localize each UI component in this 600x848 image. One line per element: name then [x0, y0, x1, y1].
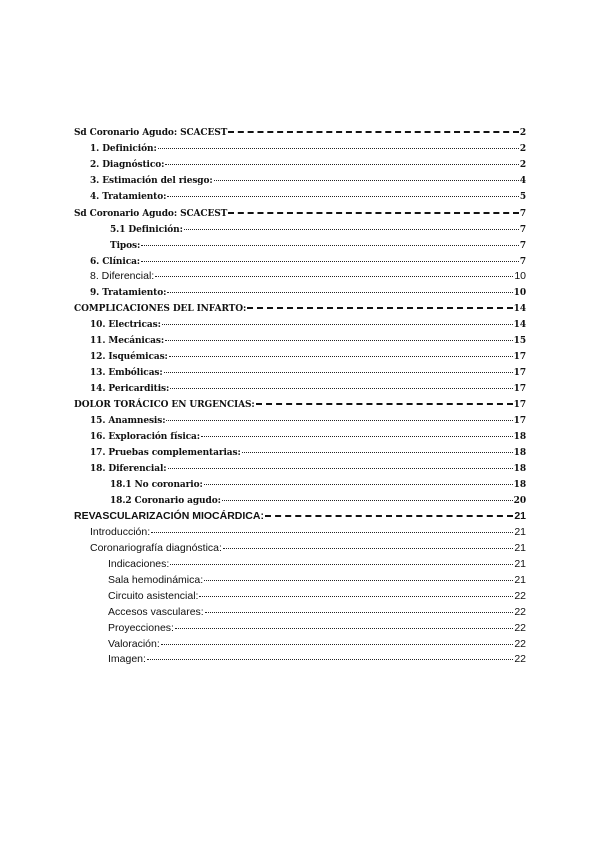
- toc-entry[interactable]: [90, 348, 526, 362]
- toc-entry-label: Introducción:: [90, 526, 151, 538]
- toc-entry-page-number: 21: [514, 574, 526, 586]
- toc-entry-page-number: 10: [513, 288, 526, 298]
- toc-dot-leader: [175, 618, 513, 629]
- toc-entry-page-number: 22: [514, 622, 526, 634]
- toc-entry-page-number: 17: [513, 352, 526, 362]
- toc-dot-leader: [168, 458, 513, 469]
- toc-entry[interactable]: [90, 268, 526, 282]
- toc-entry[interactable]: [90, 412, 526, 426]
- toc-entry-page-number: 2: [519, 144, 526, 154]
- toc-dot-leader: [167, 282, 512, 293]
- toc-entry-page-number: 22: [514, 606, 526, 618]
- toc-entry-page-number: 4: [519, 176, 526, 186]
- toc-entry-page-number: 21: [514, 510, 526, 522]
- toc-entry-label: Indicaciones:: [108, 558, 170, 570]
- toc-dot-leader: [151, 522, 513, 533]
- toc-dot-leader: [167, 186, 519, 197]
- toc-entry[interactable]: [108, 572, 526, 586]
- toc-entry[interactable]: [90, 364, 526, 378]
- toc-entry-page-number: 18: [513, 432, 526, 442]
- toc-entry-label: 18.2 Coronario agudo:: [110, 496, 221, 506]
- toc-dot-leader: [166, 410, 512, 421]
- toc-entry-page-number: 14: [513, 320, 526, 330]
- toc-entry[interactable]: [90, 140, 526, 154]
- toc-entry[interactable]: [90, 380, 526, 394]
- toc-entry[interactable]: [90, 524, 526, 538]
- toc-entry-label: 18.1 No coronario:: [110, 480, 203, 490]
- toc-entry-label: 17. Pruebas complementarias:: [90, 448, 241, 458]
- toc-entry[interactable]: [90, 156, 526, 170]
- toc-entry[interactable]: [90, 332, 526, 346]
- toc-entry[interactable]: [108, 604, 526, 618]
- toc-entry-page-number: 18: [513, 464, 526, 474]
- toc-entry[interactable]: [108, 620, 526, 634]
- toc-dot-leader: [170, 554, 513, 565]
- toc-entry-label: Imagen:: [108, 653, 146, 665]
- toc-dot-leader: [170, 378, 512, 389]
- toc-entry-page-number: 21: [514, 526, 526, 538]
- toc-entry-page-number: 22: [514, 590, 526, 602]
- toc-dot-leader: [228, 122, 519, 133]
- toc-entry-label: COMPLICACIONES DEL INFARTO:: [74, 304, 247, 314]
- toc-entry-label: 13. Embólicas:: [90, 368, 163, 378]
- toc-entry-page-number: 10: [514, 270, 526, 282]
- toc-entry[interactable]: [74, 300, 526, 314]
- toc-entry-page-number: 5: [519, 192, 526, 202]
- toc-entry[interactable]: [90, 253, 526, 267]
- toc-dot-leader: [204, 474, 513, 485]
- toc-entry-label: Sd Coronario Agudo: SCACEST: [74, 209, 228, 219]
- toc-entry-page-number: 22: [514, 638, 526, 650]
- toc-entry-page-number: 21: [514, 542, 526, 554]
- toc-entry-label: 12. Isquémicas:: [90, 352, 168, 362]
- toc-dot-leader: [184, 219, 519, 230]
- toc-dot-leader: [169, 346, 513, 357]
- toc-entry-label: 2. Diagnóstico:: [90, 160, 165, 170]
- toc-dot-leader: [162, 314, 513, 325]
- toc-entry-page-number: 7: [519, 241, 526, 251]
- toc-entry[interactable]: [90, 460, 526, 474]
- toc-entry[interactable]: [110, 221, 526, 235]
- toc-entry-label: 9. Tratamiento:: [90, 288, 167, 298]
- toc-entry-label: Sala hemodinámica:: [108, 574, 204, 586]
- toc-entry-label: Proyecciones:: [108, 622, 174, 634]
- toc-entry-label: 3. Estimación del riesgo:: [90, 176, 213, 186]
- toc-dot-leader: [204, 570, 513, 581]
- toc-dot-leader: [223, 538, 513, 549]
- toc-entry-label: Coronariografía diagnóstica:: [90, 542, 222, 554]
- toc-entry-page-number: 17: [513, 416, 526, 426]
- toc-entry-label: Tipos:: [110, 241, 141, 251]
- toc-dot-leader: [147, 649, 513, 660]
- toc-entry[interactable]: [90, 284, 526, 298]
- toc-entry[interactable]: [90, 444, 526, 458]
- toc-entry[interactable]: [90, 188, 526, 202]
- toc-entry[interactable]: [108, 588, 526, 602]
- toc-dot-leader: [155, 266, 513, 277]
- toc-entry[interactable]: [110, 476, 526, 490]
- toc-dot-leader: [222, 490, 513, 501]
- toc-entry-label: 6. Clínica:: [90, 257, 141, 267]
- toc-entry[interactable]: [108, 636, 526, 650]
- toc-entry-page-number: 22: [514, 653, 526, 665]
- toc-entry[interactable]: [110, 492, 526, 506]
- toc-dot-leader: [158, 138, 519, 149]
- toc-dot-leader: [256, 394, 513, 405]
- toc-entry-label: 16. Exploración física:: [90, 432, 200, 442]
- toc-entry[interactable]: [90, 540, 526, 554]
- toc-dot-leader: [161, 634, 514, 645]
- toc-entry-page-number: 2: [519, 128, 526, 138]
- toc-entry-label: 5.1 Definición:: [110, 225, 183, 235]
- toc-entry-page-number: 7: [519, 257, 526, 267]
- toc-entry-page-number: 17: [513, 368, 526, 378]
- toc-entry[interactable]: [90, 428, 526, 442]
- toc-entry-page-number: 21: [514, 558, 526, 570]
- toc-entry-page-number: 18: [513, 448, 526, 458]
- toc-entry[interactable]: [108, 651, 526, 665]
- toc-entry-label: 8. Diferencial:: [90, 270, 155, 282]
- toc-dot-leader: [205, 602, 514, 613]
- toc-dot-leader: [214, 170, 519, 181]
- toc-entry[interactable]: [90, 316, 526, 330]
- toc-entry-label: REVASCULARIZACIÓN MIOCÁRDICA:: [74, 510, 264, 522]
- toc-entry-page-number: 17: [513, 400, 526, 410]
- toc-dot-leader: [242, 442, 513, 453]
- toc-entry-page-number: 17: [513, 384, 526, 394]
- toc-entry-label: 10. Electricas:: [90, 320, 161, 330]
- toc-entry-page-number: 18: [513, 480, 526, 490]
- toc-entry-page-number: 14: [513, 304, 526, 314]
- toc-dot-leader: [247, 298, 512, 309]
- toc-entry-label: 18. Diferencial:: [90, 464, 167, 474]
- toc-dot-leader: [165, 154, 518, 165]
- toc-entry-label: 15. Anamnesis:: [90, 416, 166, 426]
- toc-entry-label: Sd Coronario Agudo: SCACEST: [74, 128, 228, 138]
- toc-entry-label: Circuito asistencial:: [108, 590, 199, 602]
- toc-entry-label: 11. Mecánicas:: [90, 336, 165, 346]
- toc-entry[interactable]: [108, 556, 526, 570]
- toc-entry-page-number: 20: [513, 496, 526, 506]
- toc-entry-label: 4. Tratamiento:: [90, 192, 167, 202]
- toc-entry-label: 14. Pericarditis:: [90, 384, 170, 394]
- toc-dot-leader: [265, 506, 513, 517]
- toc-dot-leader: [199, 586, 513, 597]
- toc-entry-label: 1. Definición:: [90, 144, 157, 154]
- toc-entry-page-number: 15: [513, 336, 526, 346]
- toc-entry-label: Valoración:: [108, 638, 160, 650]
- toc-entry[interactable]: [74, 124, 526, 138]
- toc-entry[interactable]: [90, 172, 526, 186]
- toc-dot-leader: [165, 330, 513, 341]
- toc-dot-leader: [141, 251, 519, 262]
- toc-dot-leader: [164, 362, 513, 373]
- toc-entry-page-number: 7: [519, 209, 526, 219]
- toc-dot-leader: [141, 235, 519, 246]
- toc-dot-leader: [201, 426, 513, 437]
- toc-entry[interactable]: [74, 205, 526, 219]
- toc-entry-page-number: 7: [519, 225, 526, 235]
- toc-entry-page-number: 2: [519, 160, 526, 170]
- toc-entry-label: Accesos vasculares:: [108, 606, 204, 618]
- toc-dot-leader: [228, 203, 519, 214]
- toc-entry[interactable]: [74, 396, 526, 410]
- toc-entry-label: DOLOR TORÁCICO EN URGENCIAS:: [74, 400, 255, 410]
- toc-entry[interactable]: [74, 508, 526, 522]
- toc-entry[interactable]: [110, 237, 526, 251]
